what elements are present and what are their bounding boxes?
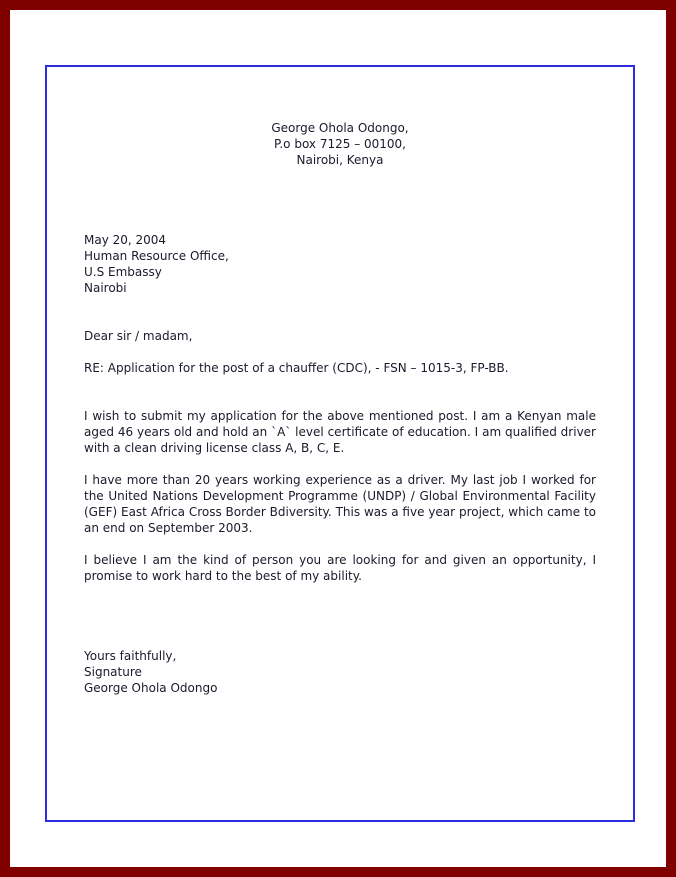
- recipient-org: U.S Embassy: [84, 265, 162, 279]
- body-paragraph-1: I wish to submit my application for the above mentioned post. I am a Kenyan male aged 46 years old and hold an `A` level certificate of education. I am qualified driver with a clean driving license class A, B, C, E.: [84, 409, 596, 455]
- letter-date: May 20, 2004: [84, 233, 167, 247]
- recipient-city: Nairobi: [84, 281, 127, 295]
- sender-city: Nairobi, Kenya: [296, 153, 384, 167]
- body-paragraph-3: I believe I am the kind of person you are looking for and given an opportunity, I promise to work hard to the best of my ability.: [84, 553, 596, 583]
- sender-name: George Ohola Odongo,: [271, 121, 409, 135]
- signature-label: Signature: [84, 665, 142, 679]
- recipient-office: Human Resource Office,: [84, 249, 229, 263]
- recipient-block: [84, 232, 596, 296]
- closing-block: [84, 648, 596, 696]
- signer-name: George Ohola Odongo: [84, 681, 218, 695]
- sender-po-box: P.o box 7125 – 00100,: [274, 137, 406, 151]
- sender-address-block: [84, 120, 596, 168]
- body-paragraph-2: I have more than 20 years working experience as a driver. My last job I worked for the United Nations Development Programme (UNDP) / Global Environmental Facility (GEF) East Africa Cross Border Bdiversity. This was a five year project, which came to an end on September 2003.: [84, 473, 596, 535]
- subject-line: RE: Application for the post of a chauffer (CDC), - FSN – 1015-3, FP-BB.: [84, 361, 509, 375]
- salutation: Dear sir / madam,: [84, 329, 193, 343]
- sign-off: Yours faithfully,: [84, 649, 177, 663]
